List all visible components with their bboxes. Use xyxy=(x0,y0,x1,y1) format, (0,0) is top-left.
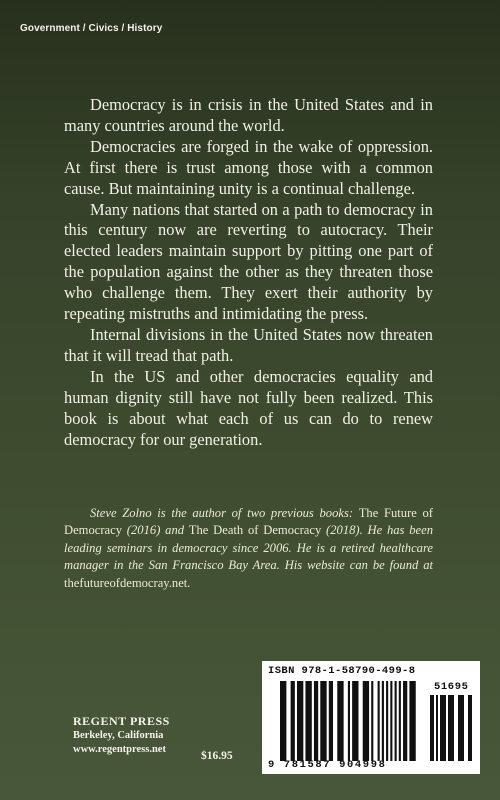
publisher-block xyxy=(73,713,170,756)
bio-text: . xyxy=(187,575,191,590)
blurb-paragraph: Democracies are forged in the wake of oppression. At first there is trust among those with a common cause. But maintaining unity is a continual challenge. xyxy=(64,136,433,198)
publisher-name: REGENT PRESS xyxy=(73,714,170,728)
blurb-paragraph: Internal divisions in the United States now threaten that it will tread that path. xyxy=(64,324,433,365)
barcode-box xyxy=(262,661,480,774)
barcode-addon-code: 51695 xyxy=(434,681,469,693)
publisher-city: Berkeley, California xyxy=(73,730,164,741)
price: $16.95 xyxy=(201,750,233,762)
bio-text: (2018). He has been leading seminars in democracy since 2006. He is a retired healthcare manager in the San Francisco Bay Area. His website can be found at xyxy=(64,523,433,573)
publisher-website: www.regentpress.net xyxy=(73,743,166,755)
bio-text: Steve Zolno is the author of two previous books: xyxy=(90,506,359,520)
bio-text: (2016) and xyxy=(122,523,189,538)
author-bio xyxy=(64,505,433,592)
bio-book-title: The Future of Democracy xyxy=(64,506,434,538)
bio-book-title: The Death of Democracy xyxy=(188,523,322,538)
ean-digits: 9 781587 904998 xyxy=(268,759,387,771)
author-bio-paragraph xyxy=(64,505,433,592)
bio-website: thefutureofdemocray.net xyxy=(64,575,188,590)
blurb-text xyxy=(64,95,433,450)
blurb-paragraph: Many nations that started on a path to democracy in this century now are reverting to autocracy. Their elected leaders maintain support by pitting one part of the population against the other as they threaten those who challenge them. They exert their authority by repeating mistruths and intimidating the press. xyxy=(64,199,433,324)
blurb-paragraph: Democracy is in crisis in the United States and in many countries around the world. xyxy=(64,95,433,135)
blurb-paragraph: In the US and other democracies equality and human dignity still have not fully been realized. This book is about what each of us can do to renew democracy for our generation. xyxy=(64,366,433,449)
barcode-bars xyxy=(280,681,420,761)
isbn-label: ISBN 978-1-58790-499-8 xyxy=(268,665,416,677)
category-label: Government / Civics / History xyxy=(20,23,163,34)
barcode-addon-bars xyxy=(430,695,474,761)
